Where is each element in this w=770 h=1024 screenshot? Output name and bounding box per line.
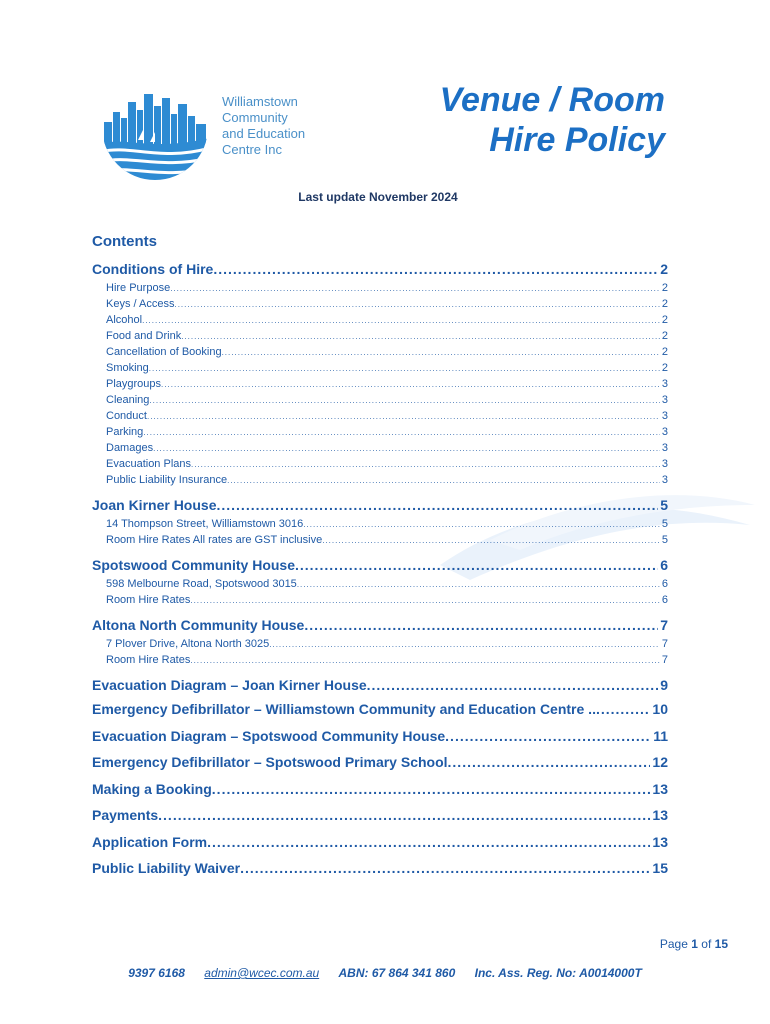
toc-entry-label: 598 Melbourne Road, Spotswood 3015 [106,578,297,590]
toc-entry-label: Room Hire Rates All rates are GST inclusive [106,534,323,546]
toc-entry-label: Cancellation of Booking [106,346,222,358]
organization-name-line: and Education [222,126,306,141]
toc-page-number: 2 [661,282,668,294]
page-total: 15 [714,937,728,951]
toc-entry-label: Joan Kirner House [92,497,217,513]
toc-page-number: 13 [652,807,668,823]
toc-dot-leader [212,776,651,803]
toc-subentry[interactable] [92,652,668,668]
toc-dot-leader [367,674,659,696]
toc-entry[interactable] [92,554,668,576]
toc-entry-label: Application Form [92,833,208,850]
toc-page-number: 3 [661,474,668,486]
page-indicator [660,937,728,951]
toc-subentry[interactable] [92,296,668,312]
page-current: 1 [691,937,698,951]
toc-entry-label: Spotswood Community House [92,557,295,573]
toc-entry[interactable] [92,776,668,803]
toc-dot-leader [170,281,660,296]
toc-page-number: 13 [652,780,668,797]
toc-page-number: 3 [661,458,668,470]
toc-page-number: 7 [661,654,668,666]
toc-entry-label: Smoking [106,362,149,374]
toc-dot-leader [207,829,650,856]
toc-entry-label: Emergency Defibrillator – Spotswood Primary School [92,754,448,770]
toc-entry-label: Evacuation Diagram – Joan Kirner House [92,677,367,693]
toc-entry-label: 14 Thompson Street, Williamstown 3016 [106,518,304,530]
toc-dot-leader [240,855,650,882]
toc-entry-label: Making a Booking [92,780,212,797]
organization-logo [100,72,210,182]
toc-page-number: 10 [652,701,668,717]
toc-dot-leader [322,533,660,548]
toc-entry-label: Payments [92,807,159,823]
contents-heading: Contents [92,233,157,250]
toc-dot-leader [158,802,650,829]
document-title-line: Hire Policy [489,121,665,159]
page-footer [0,966,770,980]
toc-page-number: 9 [660,677,668,693]
document-title [440,80,665,160]
toc-subentry[interactable] [92,592,668,608]
footer-email-link[interactable]: admin@wcec.com.au [204,966,320,980]
toc-dot-leader [142,313,660,328]
toc-dot-leader [269,637,660,652]
toc-entry[interactable] [92,696,668,723]
toc-entry-label: Evacuation Diagram – Spotswood Community House [92,727,446,744]
toc-dot-leader [213,258,658,280]
toc-dot-leader [190,593,660,608]
organization-name-line: Centre Inc [222,142,282,157]
document-title-line: Venue / Room [439,81,665,119]
footer-phone: 9397 6168 [128,966,185,980]
toc-page-number: 2 [661,314,668,326]
toc-entry[interactable] [92,749,668,776]
toc-page-number: 2 [661,330,668,342]
toc-entry-label: Alcohol [106,314,143,326]
page-indicator-of: of [701,937,712,951]
organization-name-line: Williamstown [222,94,298,109]
toc-dot-leader [445,723,651,750]
toc-entry-label: Hire Purpose [106,282,171,294]
toc-dot-leader [216,494,658,516]
toc-subentry[interactable] [92,360,668,376]
toc-page-number: 3 [661,426,668,438]
toc-entry-label: Emergency Defibrillator – Williamstown Community and Education Centre .. [92,701,596,717]
toc-page-number: 13 [652,833,668,850]
toc-page-number: 6 [660,557,668,573]
toc-entry-label: Cleaning [106,394,150,406]
toc-entry[interactable] [92,855,668,882]
toc-entry[interactable] [92,674,668,696]
toc-dot-leader [181,329,660,344]
toc-page-number: 3 [661,378,668,390]
toc-entry-label: Conduct [106,410,147,422]
toc-subentry[interactable] [92,312,668,328]
toc-subentry[interactable] [92,516,668,532]
toc-entry-label: Room Hire Rates [106,594,191,606]
toc-entry-label: Evacuation Plans [106,458,191,470]
toc-page-number: 15 [652,860,668,876]
footer-registration: Inc. Ass. Reg. No: A0014000T [474,966,642,980]
toc-dot-leader [448,749,651,776]
toc-dot-leader [304,614,658,636]
toc-dot-leader [149,361,660,376]
toc-entry[interactable] [92,723,668,750]
toc-entry[interactable] [92,829,668,856]
toc-entry[interactable] [92,494,668,516]
toc-page-number: 6 [661,578,668,590]
toc-dot-leader [596,696,650,723]
toc-dot-leader [222,345,660,360]
toc-dot-leader [147,409,660,424]
toc-subentry[interactable] [92,440,668,456]
toc-page-number: 7 [661,638,668,650]
toc-dot-leader [153,441,660,456]
toc-dot-leader [295,554,658,576]
toc-page-number: 2 [661,298,668,310]
toc-subentry[interactable] [92,408,668,424]
toc-entry-label: Food and Drink [106,330,182,342]
toc-page-number: 3 [661,394,668,406]
toc-subentry[interactable] [92,636,668,652]
toc-subentry[interactable] [92,392,668,408]
toc-entry-label: Public Liability Insurance [106,474,228,486]
toc-subentry[interactable] [92,328,668,344]
toc-subentry[interactable] [92,456,668,472]
table-of-contents [92,258,668,882]
toc-entry[interactable] [92,258,668,280]
toc-entry-label: Public Liability Waiver [92,860,241,876]
toc-dot-leader [191,457,660,472]
last-update-date: Last update November 2024 [298,190,458,204]
organization-name-line: Community [222,110,288,125]
footer-abn: ABN: 67 864 341 860 [338,966,456,980]
toc-entry-label: Keys / Access [106,298,175,310]
toc-entry-label: Damages [106,442,154,454]
toc-dot-leader [161,377,660,392]
toc-entry[interactable] [92,802,668,829]
toc-page-number: 2 [661,362,668,374]
toc-dot-leader [190,653,660,668]
toc-page-number: 6 [661,594,668,606]
toc-subentry[interactable] [92,376,668,392]
toc-dot-leader [297,577,660,592]
toc-page-number: 5 [660,497,668,513]
toc-page-number: 5 [661,518,668,530]
toc-entry-label: Conditions of Hire [92,261,214,277]
toc-entry-label: Playgroups [106,378,162,390]
toc-dot-leader [227,473,660,488]
toc-page-number: 2 [660,261,668,277]
toc-page-number: 11 [653,727,668,744]
toc-entry[interactable] [92,614,668,636]
organization-name [222,94,342,158]
toc-subentry[interactable] [92,344,668,360]
page-indicator-prefix: Page [659,937,688,951]
toc-page-number: 7 [660,617,668,633]
toc-page-number: 5 [661,534,668,546]
toc-dot-leader [303,517,660,532]
toc-entry-label: 7 Plover Drive, Altona North 3025 [106,638,270,650]
toc-entry-label: Altona North Community House [92,617,305,633]
toc-page-number: 3 [661,410,668,422]
toc-entry-label: Room Hire Rates [106,654,191,666]
toc-subentry[interactable] [92,532,668,548]
toc-page-number: 12 [652,754,668,770]
toc-page-number: 3 [661,442,668,454]
toc-dot-leader [143,425,660,440]
toc-dot-leader [149,393,659,408]
toc-subentry[interactable] [92,424,668,440]
toc-subentry[interactable] [92,472,668,488]
toc-dot-leader [174,297,659,312]
toc-subentry[interactable] [92,280,668,296]
toc-page-number: 2 [661,346,668,358]
toc-entry-label: Parking [106,426,144,438]
toc-subentry[interactable] [92,576,668,592]
